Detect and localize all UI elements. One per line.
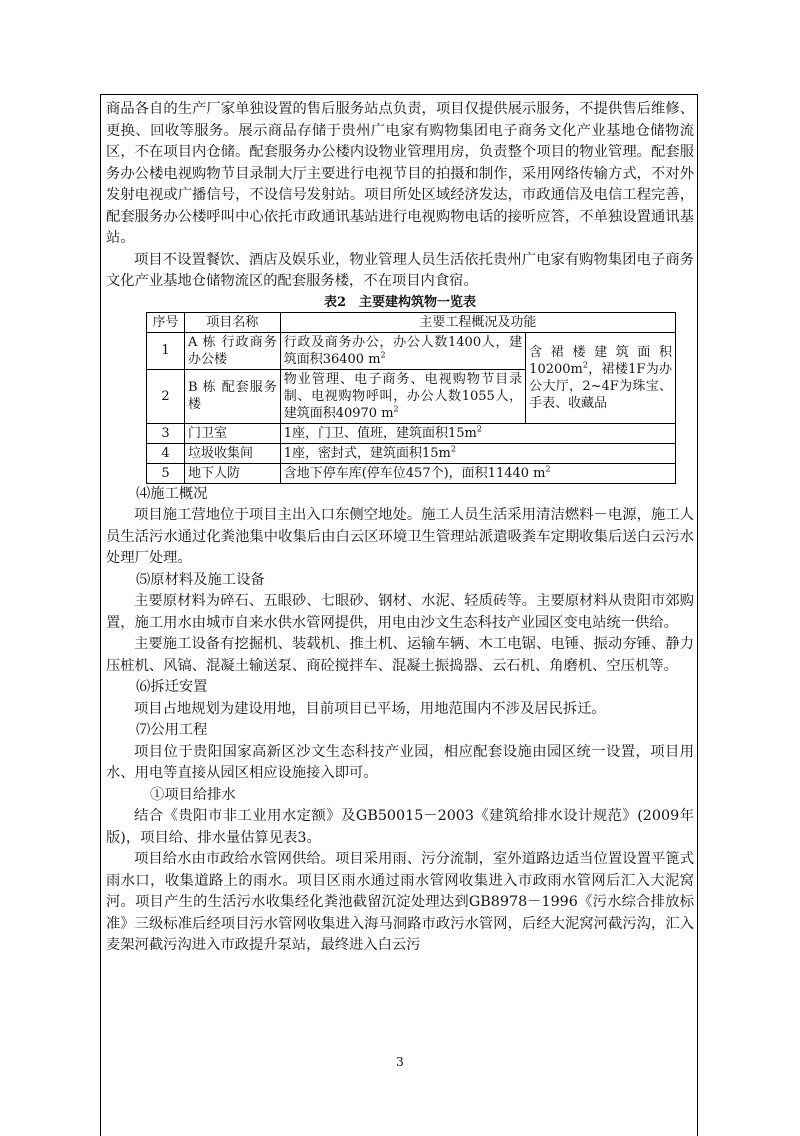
table-header-row <box>147 312 676 332</box>
heading-relocation: ⑹拆迁安置 <box>136 679 208 695</box>
table-caption: 表2 主要建构筑物一览表 <box>323 294 477 310</box>
paragraph-drainage: 项目给水由市政给水管网供给。项目采用雨、污分流制，室外道路边适当位置设置平篦式雨水口，收集道路上的雨水。项目区雨水通过雨水管网收集进入市政雨水管网后汇入大泥窝河。项目产生的生活污水收集经化粪池截留沉淀处理达到GB8978－1996《污水综合排放标准》三级标准后经项目污水管网收集进入海马洞路市政污水管网，后经大泥窝河截污沟，汇入麦架河截污沟进入市政提升泵站，最终进入白云污 <box>106 851 694 953</box>
row-desc: 行政及商务办公，办公人数1400人，建筑面积36400 $m^2$ <box>280 332 525 369</box>
paragraph-relocation: 项目占地规划为建设用地，目前项目已平场，用地范围内不涉及居民拆迁。 <box>134 700 606 717</box>
header-name: 项目名称 <box>184 312 280 332</box>
heading-utilities: ⑺公用工程 <box>136 722 208 738</box>
row-no: 5 <box>147 463 185 483</box>
table-row <box>147 423 676 443</box>
row-name: 垃圾收集间 <box>184 443 280 463</box>
buildings-table <box>146 312 676 484</box>
paragraph-no-catering: 项目不设置餐饮、酒店及娱乐业，物业管理人员生活依托贵州广电家有购物集团电子商务文化产业基地仓储物流区的配套服务楼，不在项目内食宿。 <box>106 251 694 289</box>
row-no: 4 <box>147 443 185 463</box>
row-no: 2 <box>147 369 185 423</box>
page-number: 3 <box>396 1055 404 1069</box>
merged-note: 含裙楼建筑面积$10200m^2$，裙楼1F为办公大厅，2~4F为珠宝、手表、收藏品 <box>526 332 676 423</box>
row-desc: 物业管理、电子商务、电视购物节目录制、电视购物呼叫，办公人数1055人，建筑面积40970 $m^2$ <box>280 369 525 423</box>
paragraph-utilities: 项目位于贵阳国家高新区沙文生态科技产业园，相应配套设施由园区统一设置，项目用水、用电等直接从园区相应设施接入即可。 <box>106 743 694 781</box>
paragraph-water-estimate: 结合《贵阳市非工业用水定额》及GB50015－2003《建筑给排水设计规范》(2009年版)，项目给、排水量估算见表3。 <box>106 808 694 846</box>
header-desc: 主要工程概况及功能 <box>280 312 675 332</box>
row-no: 1 <box>147 332 185 369</box>
header-no: 序号 <box>147 312 185 332</box>
table-row <box>147 463 676 483</box>
document-body <box>106 99 694 957</box>
row-name: 地下人防 <box>184 463 280 483</box>
row-no: 3 <box>147 423 185 443</box>
row-desc: 1座，密封式，建筑面积$15m^2$ <box>280 443 675 463</box>
heading-construction: ⑷施工概况 <box>136 485 208 502</box>
paragraph-services: 商品各自的生产厂家单独设置的售后服务站点负责，项目仅提供展示服务，不提供售后维修、更换、回收等服务。展示商品存储于贵州广电家有购物集团电子商务文化产业基地仓储物流区，不在项目内仓储。配套服务办公楼内设物业管理用房，负责整个项目的物业管理。配套服务办公楼电视购物节目录制大厅主要进行电视节目的拍摄和制作，采用网络传输方式，不对外发射电视或广播信号，不设信号发射站。项目所处区域经济发达，市政通信及电信工程完善，配套服务办公楼呼叫中心依托市政通讯基站进行电视购物电话的接听应答，不单独设置通讯基站。 <box>106 101 694 246</box>
row-name: B 栋 配套服务楼 <box>184 369 280 423</box>
paragraph-equipment: 主要施工设备有挖掘机、装载机、推土机、运输车辆、木工电锯、电锤、振动夯锤、静力压桩机、风镐、混凝土输送泵、商砼搅拌车、混凝土振捣器、云石机、角磨机、空压机等。 <box>106 636 694 674</box>
table-row <box>147 332 676 369</box>
paragraph-materials: 主要原材料为碎石、五眼砂、七眼砂、钢材、水泥、轻质砖等。主要原材料从贵阳市郊购置，施工用水由城市自来水供水管网提供，用电由沙文生态科技产业园区变电站统一供给。 <box>106 593 694 631</box>
row-name: A 栋 行政商务办公楼 <box>184 332 280 369</box>
heading-materials: ⑸原材料及施工设备 <box>136 571 265 588</box>
row-name: 门卫室 <box>184 423 280 443</box>
row-desc: 1座，门卫、值班，建筑面积$15m^2$ <box>280 423 675 443</box>
table-row <box>147 443 676 463</box>
heading-water: ①项目给排水 <box>150 786 236 803</box>
row-desc: 含地下停车库(停车位457个)，面积11440 $m^2$ <box>280 463 675 483</box>
paragraph-construction: 项目施工营地位于项目主出入口东侧空地处。施工人员生活采用清洁燃料－电源，施工人员生活污水通过化粪池集中收集后由白云区环境卫生管理站派遣吸粪车定期收集后送白云污水处理厂处理。 <box>106 507 694 566</box>
